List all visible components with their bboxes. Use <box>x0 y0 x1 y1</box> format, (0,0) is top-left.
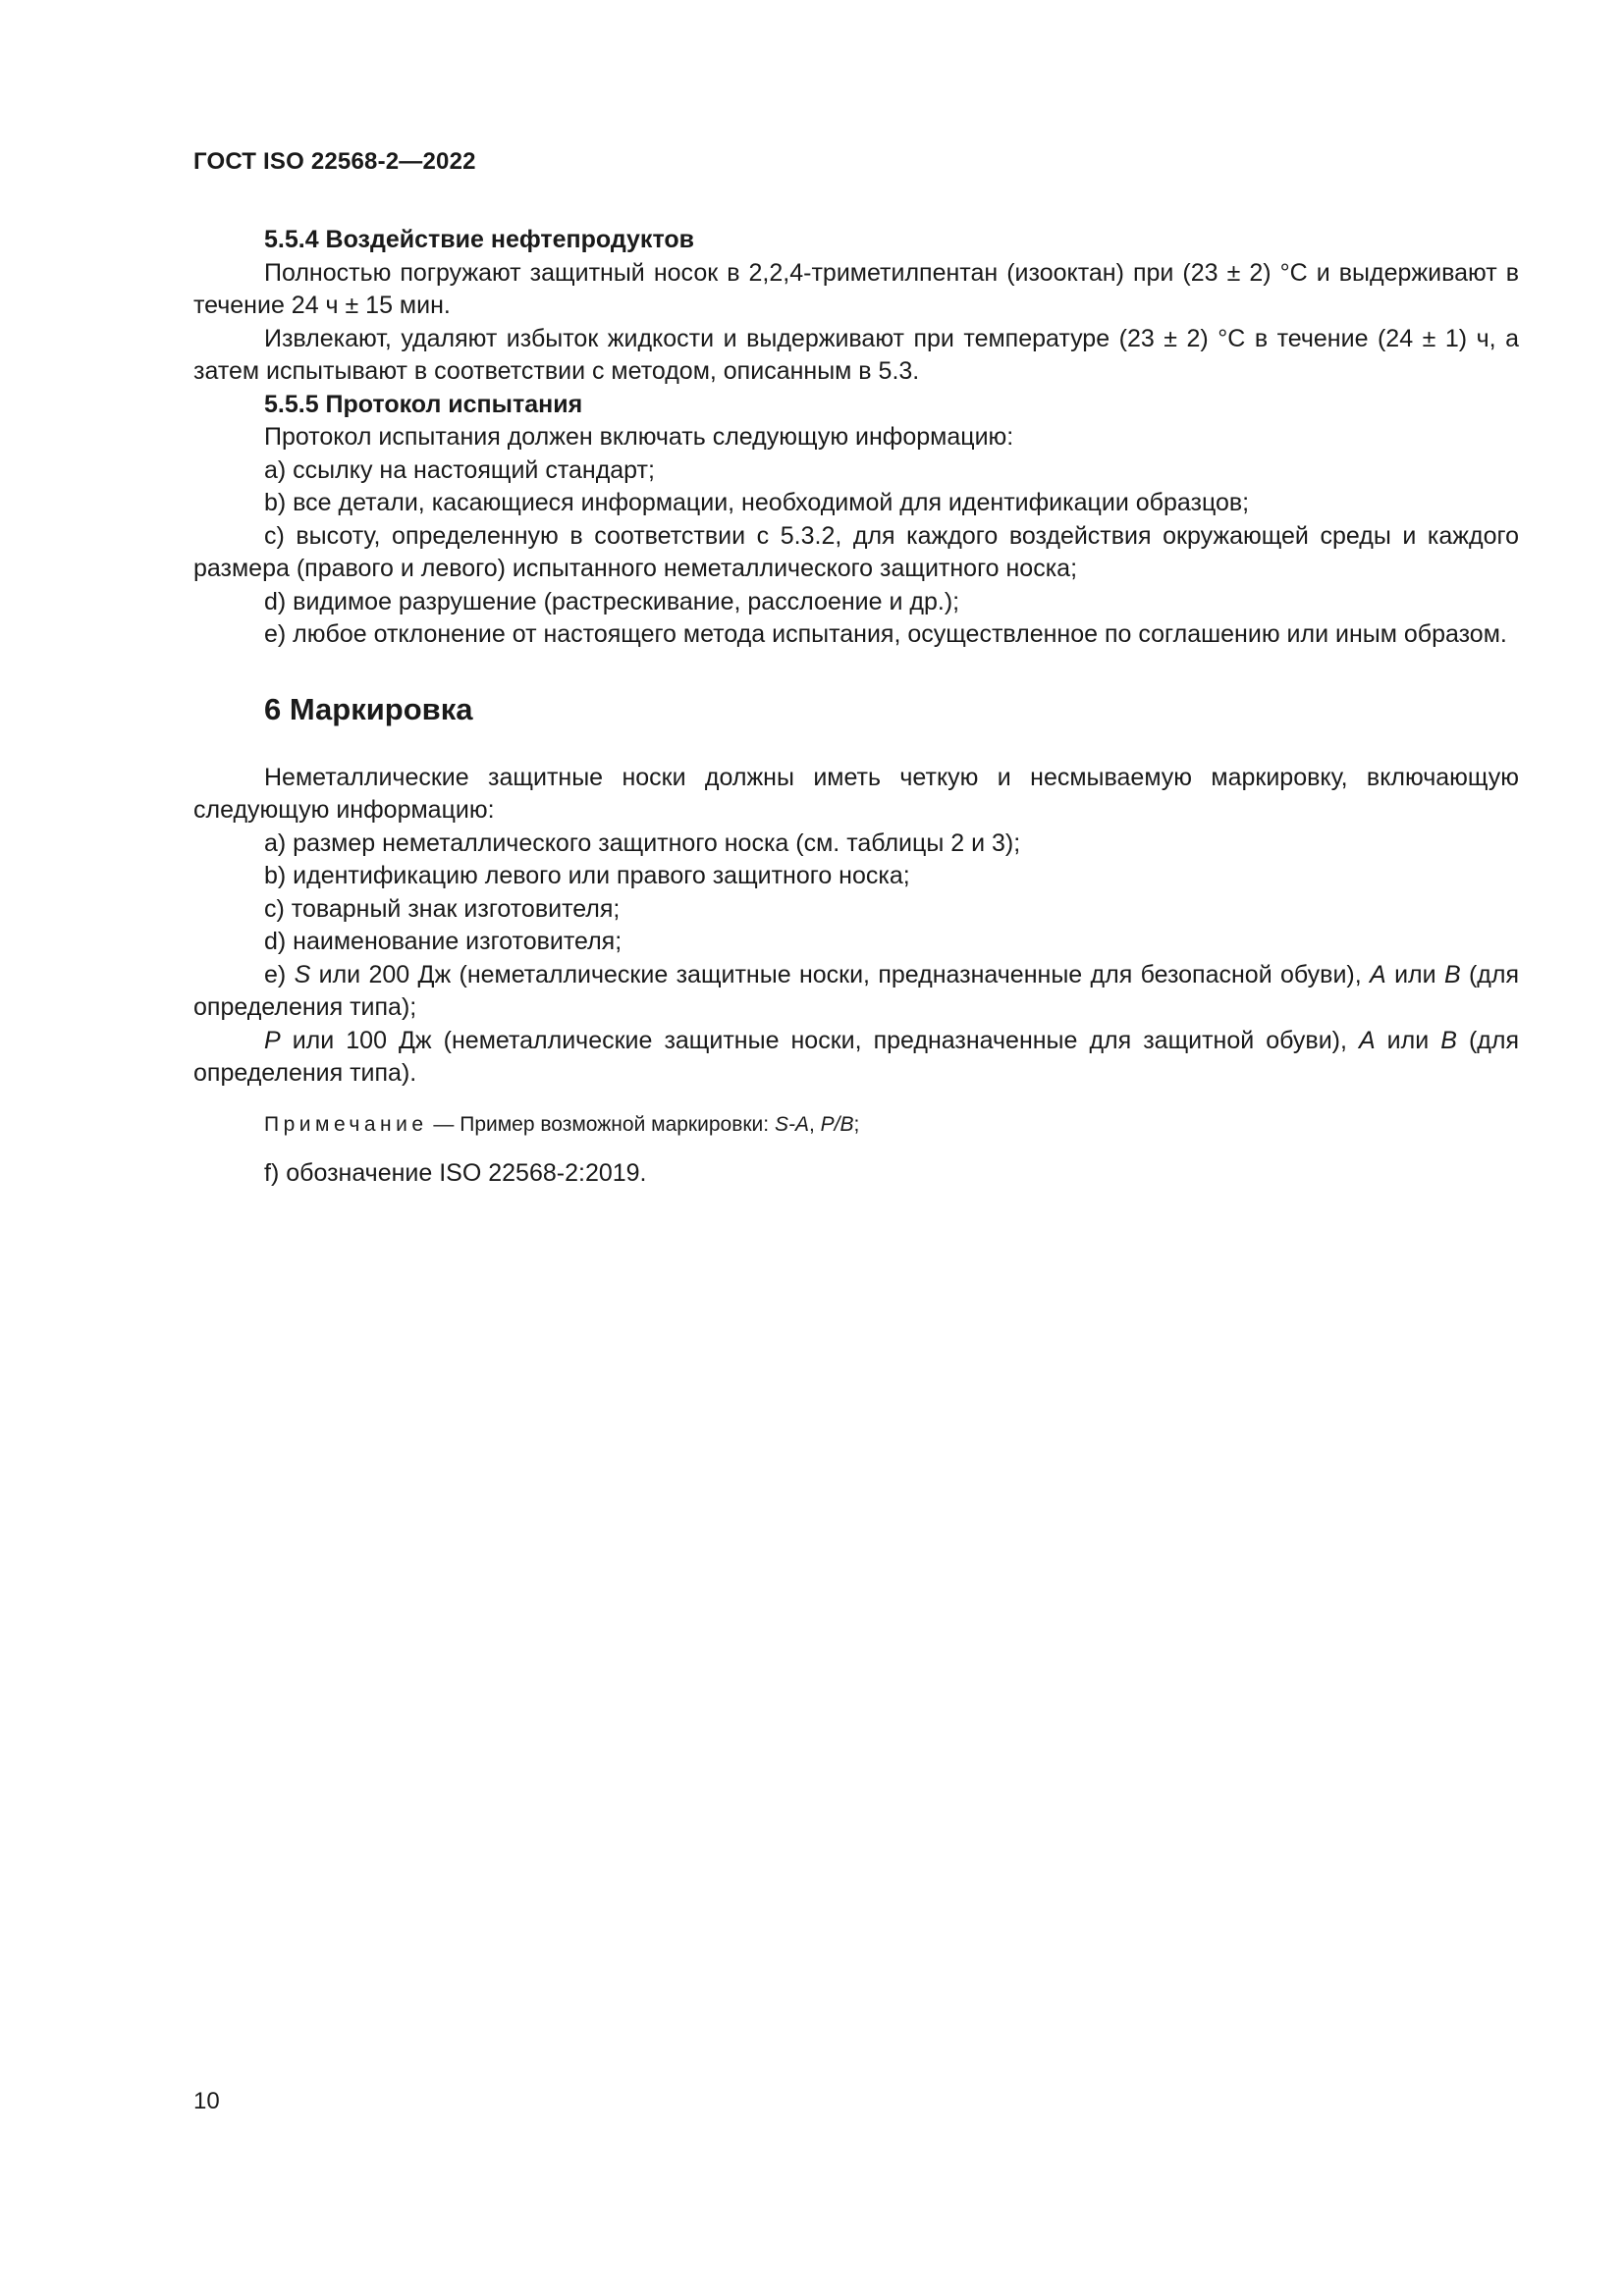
document-header: ГОСТ ISO 22568-2—2022 <box>193 148 476 175</box>
list-item: d) видимое разрушение (растрескивание, расслоение и др.); <box>264 587 960 615</box>
note-label: Примечание <box>264 1112 428 1136</box>
list-item: b) все детали, касающиеся информации, необходимой для идентификации образцов; <box>264 489 1250 516</box>
section-5-5-4-title: 5.5.4 Воздействие нефтепродуктов <box>264 226 695 253</box>
list-item: c) высоту, определенную в соответствии с 5.3.2, для каждого воздействия окружающей среды и каждого размера (правого и левого) испытанного неметаллического защитного носка; <box>193 521 1519 582</box>
list-item: c) товарный знак изготовителя; <box>264 894 621 923</box>
paragraph: Протокол испытания должен включать следующую информацию: <box>264 423 1014 451</box>
list-item: a) ссылку на настоящий стандарт; <box>264 455 655 484</box>
paragraph: Извлекают, удаляют избыток жидкости и выдерживают при температуре (23 ± 2) °С в течение (24 ± 1) ч, а затем испытывают в соответствии с методом, описанным в 5.3. <box>193 324 1519 385</box>
page-number: 10 <box>193 2088 220 2114</box>
list-item: a) размер неметаллического защитного носка (см. таблицы 2 и 3); <box>264 828 1021 857</box>
list-item: e) любое отклонение от настоящего метода испытания, осуществленное по соглашению или иным образом. <box>264 620 1507 648</box>
section-5-5-5-title: 5.5.5 Протокол испытания <box>264 390 583 418</box>
paragraph: Неметаллические защитные носки должны иметь четкую и несмываемую маркировку, включающую следующую информацию: <box>193 763 1519 824</box>
paragraph: Полностью погружают защитный носок в 2,2,4-триметилпентан (изооктан) при (23 ± 2) °С и выдерживают в течение 24 ч ± 15 мин. <box>193 258 1519 319</box>
document-body <box>193 224 1519 1191</box>
note: Примечание — Пример возможной маркировки: S-A, P/B; <box>264 1112 860 1136</box>
list-item-e-continued: P или 100 Дж (неметаллические защитные носки, предназначенные для защитной обуви), A или B (для определения типа). <box>193 1026 1519 1087</box>
list-item: f) обозначение ISO 22568-2:2019. <box>264 1159 647 1187</box>
list-item: b) идентификацию левого или правого защитного носка; <box>264 862 910 889</box>
list-item-e: e) S или 200 Дж (неметаллические защитные носки, предназначенные для безопасной обуви), A или B (для определения типа); <box>193 960 1520 1021</box>
list-item: d) наименование изготовителя; <box>264 928 623 955</box>
section-6-title: 6 Маркировка <box>264 691 473 726</box>
